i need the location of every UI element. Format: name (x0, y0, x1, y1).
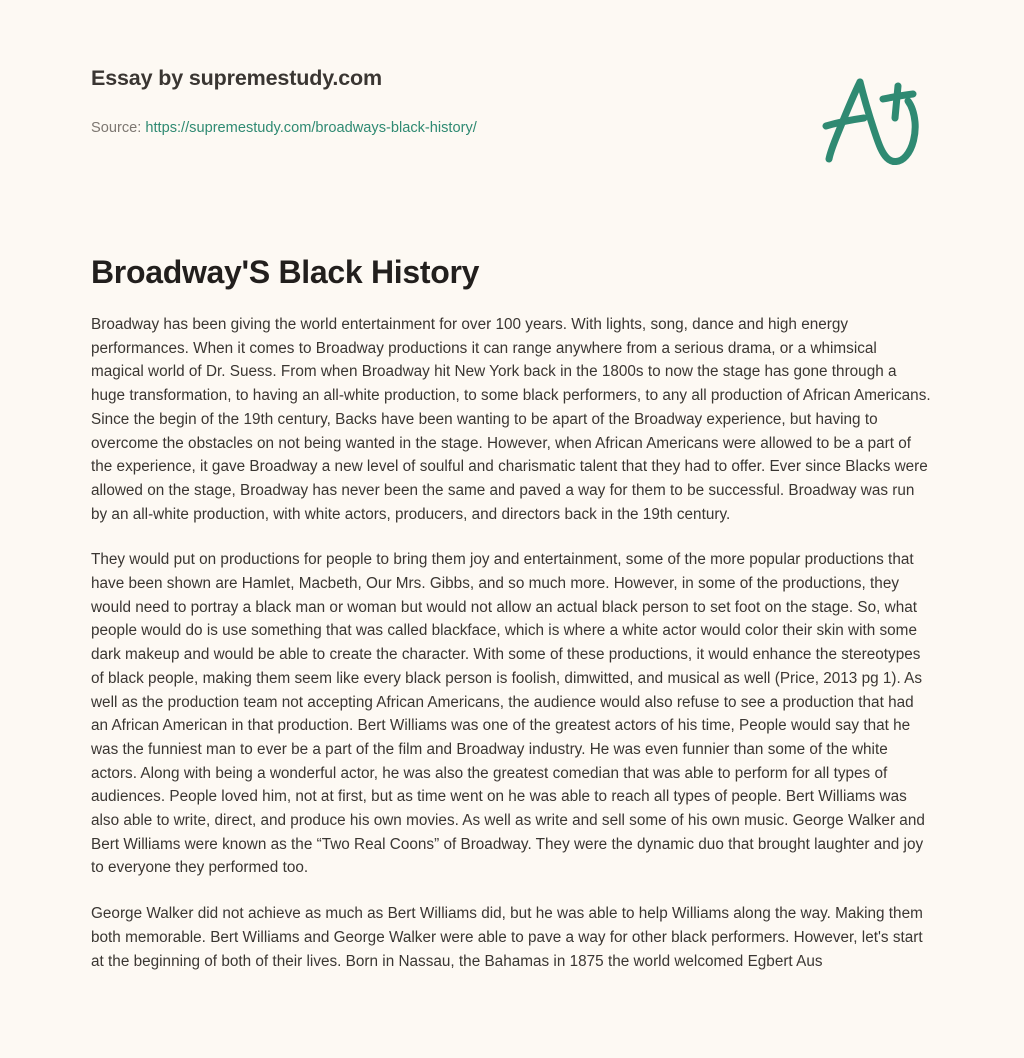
source-url-link[interactable]: https://supremestudy.com/broadways-black-history/ (145, 120, 477, 136)
page-header (0, 0, 1024, 150)
source-line (91, 119, 477, 138)
paragraph: They would put on productions for people to bring them joy and entertainment, some of the more popular productions that have been shown are Hamlet, Macbeth, Our Mrs. Gibbs, and so much more. However, in some of the productions, they would need to portray a black man or woman but would not allow an actual black person to set foot on the stage. So, what people would do is use something that was called blackface, which is where a white actor would color their skin with some dark makeup and would be able to create the character. With some of these productions, it would enhance the stereotypes of black people, making them seem like every black person is foolish, dimwitted, and musical as well (Price, 2013 pg 1). As well as the production team not accepting African Americans, the audience would also refuse to see a production that had an African American in that production. Bert Williams was one of the greatest actors of his time, People would say that he was the funniest man to ever be a part of the film and Broadway industry. He was even funnier than some of the white actors. Along with being a wonderful actor, he was also the greatest comedian that was able to perform for all types of audiences. People loved him, not at first, but as time went on he was able to reach all types of people. Bert Williams was also able to write, direct, and produce his own movies. As well as write and sell some of his own music. George Walker and Bert Williams were known as the “Two Real Coons” of Broadway. They were the dynamic duo that brought laughter and joy to everyone they performed too. (91, 551, 925, 877)
byline: Essay by supremestudy.com (91, 66, 383, 90)
page-title: Broadway'S Black History (91, 254, 480, 290)
paragraph: George Walker did not achieve as much as Bert Williams did, but he was able to help Williams along the way. Making them both memorable. Bert Williams and George Walker were able to pave a way for other black performers. However, let's start at the beginning of both of their lives. Born in Nassau, the Bahamas in 1875 the world welcomed Egbert Aus (91, 905, 923, 970)
source-label: Source: (91, 120, 142, 136)
a-plus-logo-icon (812, 70, 932, 170)
paragraph: Broadway has been giving the world entertainment for over 100 years. With lights, song, dance and high energy performances. When it comes to Broadway productions it can range anywhere from a serious drama, or a whimsical magical world of Dr. Suess. From when Broadway hit New York back in the 1800s to now the stage has gone through a huge transformation, to having an all-white production, to some black performers, to any all production of African Americans. Since the begin of the 19th century, Backs have been wanting to be apart of the Broadway experience, but having to overcome the obstacles on not being wanted in the stage. However, when African Americans were allowed to be a part of the experience, it gave Broadway a new level of soulful and charismatic talent that they had to offer. Ever since Blacks were allowed on the stage, Broadway has never been the same and paved a way for them to be successful. Broadway was run by an all-white production, with white actors, producers, and directors back in the 19th century. (91, 316, 931, 523)
article-body (91, 313, 933, 973)
